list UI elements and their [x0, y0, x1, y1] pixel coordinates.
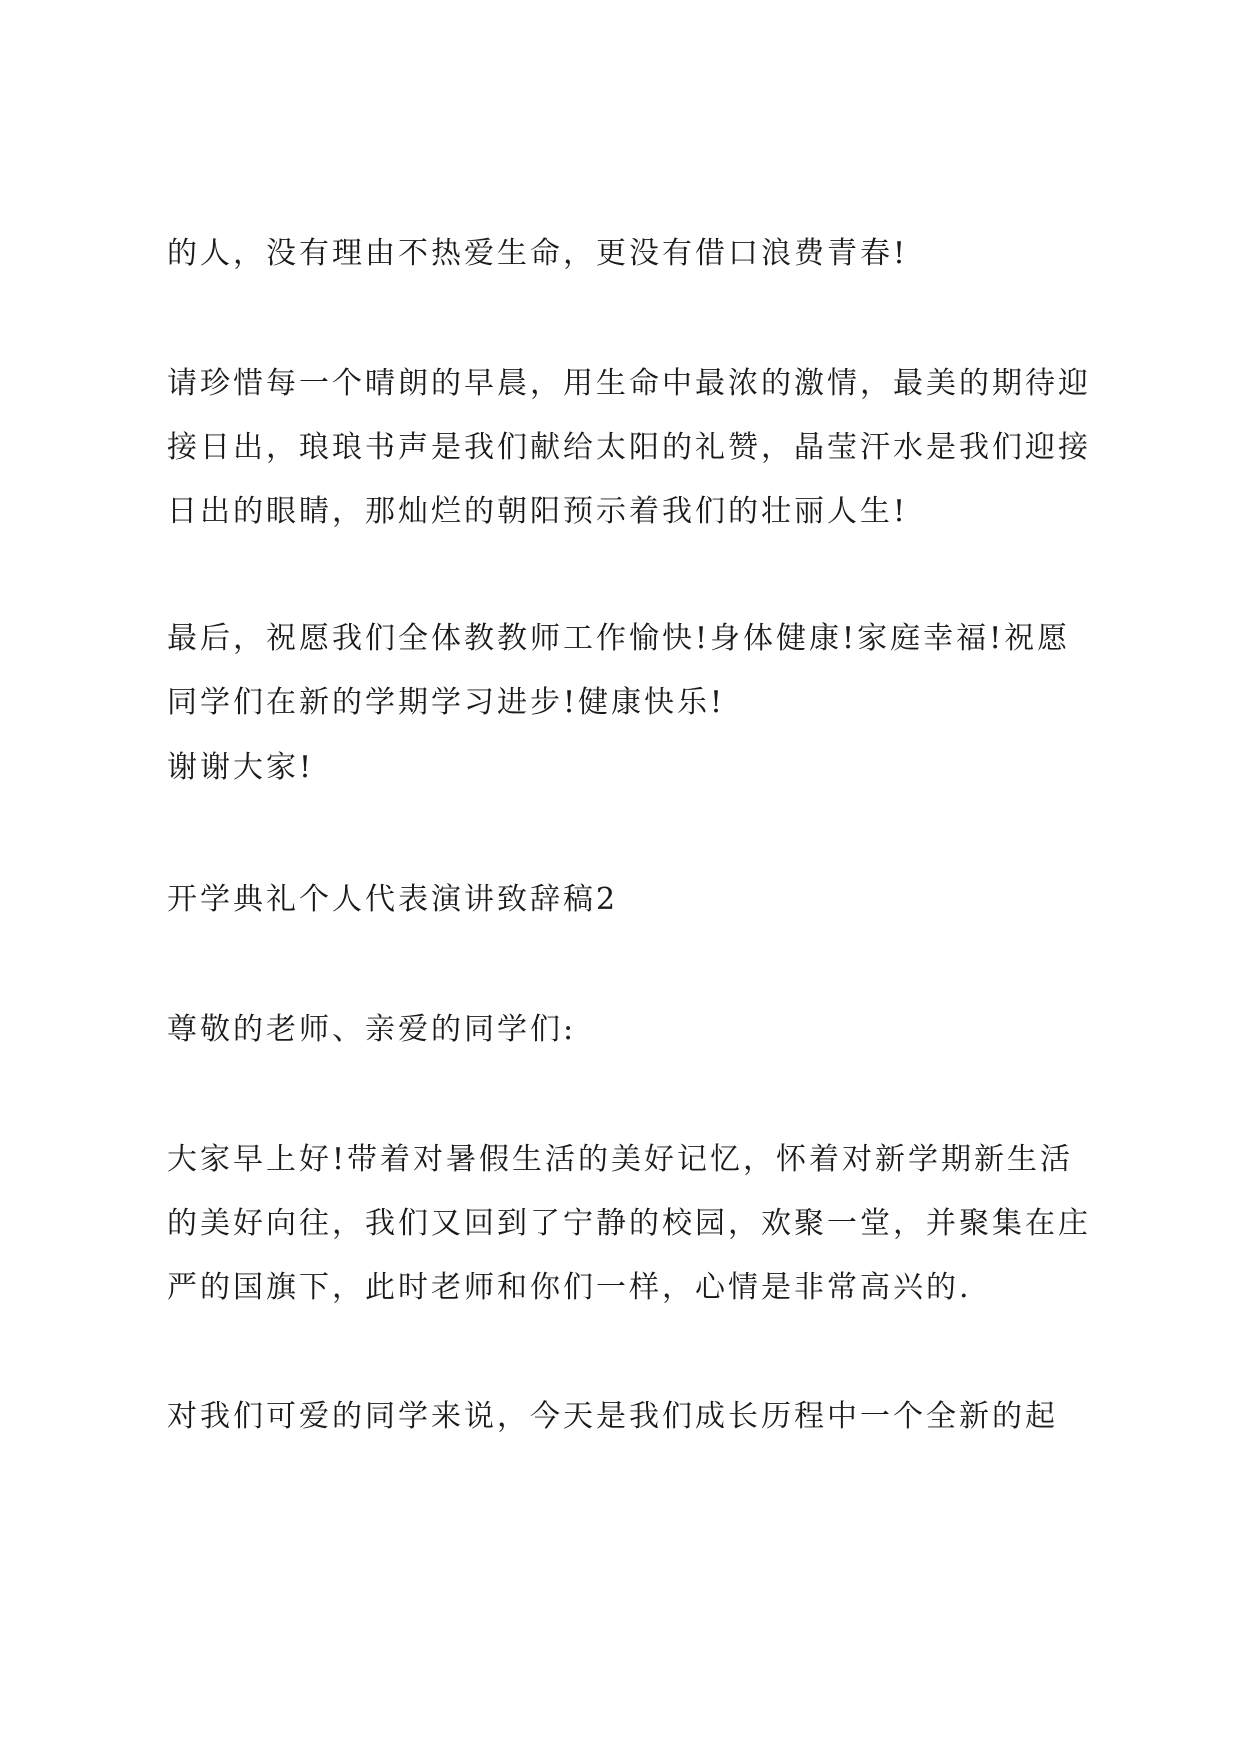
- text-line: 日出的眼睛，那灿烂的朝阳预示着我们的壮丽人生!: [167, 494, 909, 529]
- text-line: 的人，没有理由不热爱生命，更没有借口浪费青春!: [167, 236, 909, 271]
- text-line: 大家早上好!带着对暑假生活的美好记忆，怀着对新学期新生活: [167, 1142, 1074, 1177]
- text-line: 请珍惜每一个晴朗的早晨，用生命中最浓的激情，最美的期待迎: [167, 366, 1091, 401]
- paragraph-thanks: [167, 736, 1102, 800]
- paragraph-new-start: [167, 1385, 1102, 1449]
- text-line: 同学们在新的学期学习进步!健康快乐!: [167, 685, 726, 720]
- text-line: 的美好向往，我们又回到了宁静的校园，欢聚一堂，并聚集在庄: [167, 1206, 1091, 1241]
- paragraph-wishes: [167, 607, 1102, 735]
- text-line: 开学典礼个人代表演讲致辞稿2: [167, 882, 619, 917]
- text-line: 尊敬的老师、亲爱的同学们:: [167, 1012, 577, 1047]
- paragraph-cherish-life: [167, 222, 1102, 286]
- paragraph-salutation: [167, 998, 1102, 1062]
- paragraph-morning: [167, 352, 1102, 544]
- text-line: 接日出，琅琅书声是我们献给太阳的礼赞，晶莹汗水是我们迎接: [167, 430, 1091, 465]
- section-heading: [167, 868, 1102, 932]
- text-line: 最后，祝愿我们全体教教师工作愉快!身体健康!家庭幸福!祝愿: [167, 621, 1071, 656]
- paragraph-greeting: [167, 1128, 1102, 1320]
- text-line: 严的国旗下，此时老师和你们一样，心情是非常高兴的.: [167, 1270, 972, 1305]
- text-line: 对我们可爱的同学来说，今天是我们成长历程中一个全新的起: [167, 1399, 1058, 1434]
- text-line: 谢谢大家!: [167, 750, 315, 785]
